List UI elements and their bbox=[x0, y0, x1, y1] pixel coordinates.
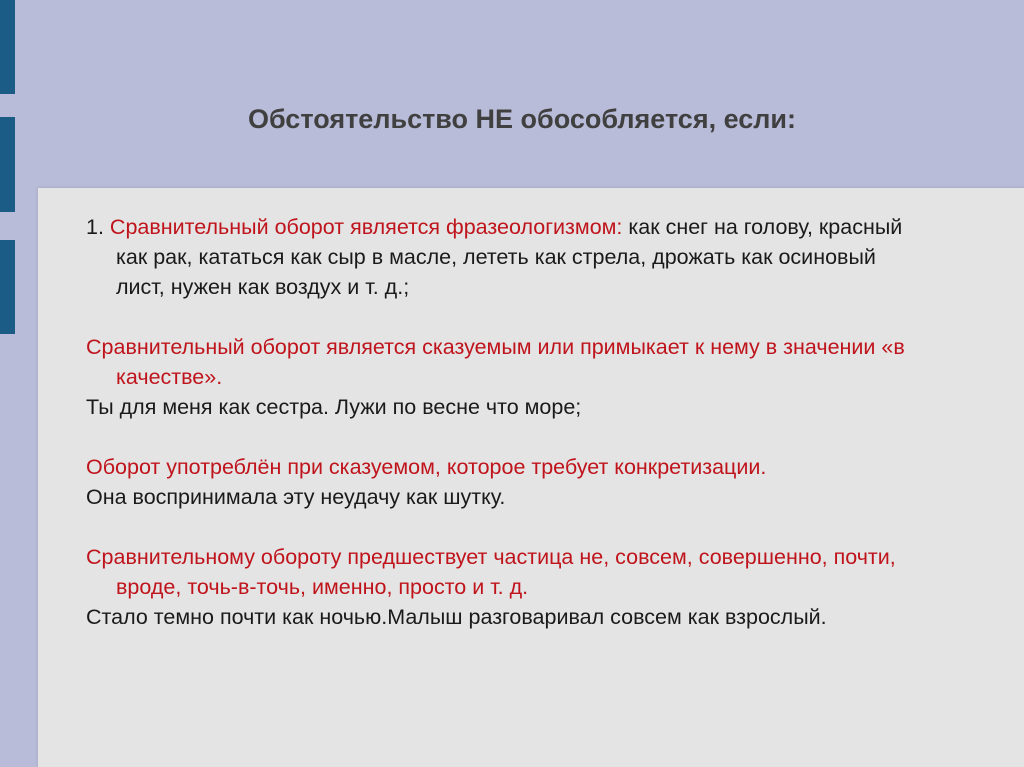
spacer bbox=[86, 302, 916, 332]
example-text: как снег на голову, красный как рак, кататься как сыр в масле, лететь как стрела, дрожать как осиновый лист, нужен как воздух и т. д.; bbox=[116, 215, 903, 299]
spacer bbox=[86, 422, 916, 452]
rule-item-1 bbox=[86, 212, 916, 302]
accent-bar-bottom bbox=[0, 240, 15, 334]
example-text: Ты для меня как сестра. Лужи по весне что море; bbox=[86, 395, 582, 419]
item-number: 1. bbox=[86, 215, 104, 239]
spacer bbox=[86, 512, 916, 542]
rule-text: Оборот употреблён при сказуемом, которое требует конкретизации. bbox=[86, 455, 767, 479]
example-text: Стало темно почти как ночью.Малыш разговаривал совсем как взрослый. bbox=[86, 605, 827, 629]
rule-text: Сравнительному обороту предшествует частица не, совсем, совершенно, почти, вроде, точь-в-точь, именно, просто и т. д. bbox=[86, 545, 896, 599]
slide-body bbox=[86, 212, 916, 632]
slide-title: Обстоятельство НЕ обособляется, если: bbox=[247, 104, 796, 134]
rule-text: Сравнительный оборот является сказуемым или примыкает к нему в значении «в качестве». bbox=[86, 335, 905, 389]
accent-bar-top bbox=[0, 0, 15, 94]
example-text: Она воспринимала эту неудачу как шутку. bbox=[86, 485, 506, 509]
rule-text: Сравнительный оборот является фразеологизмом: bbox=[109, 215, 623, 239]
